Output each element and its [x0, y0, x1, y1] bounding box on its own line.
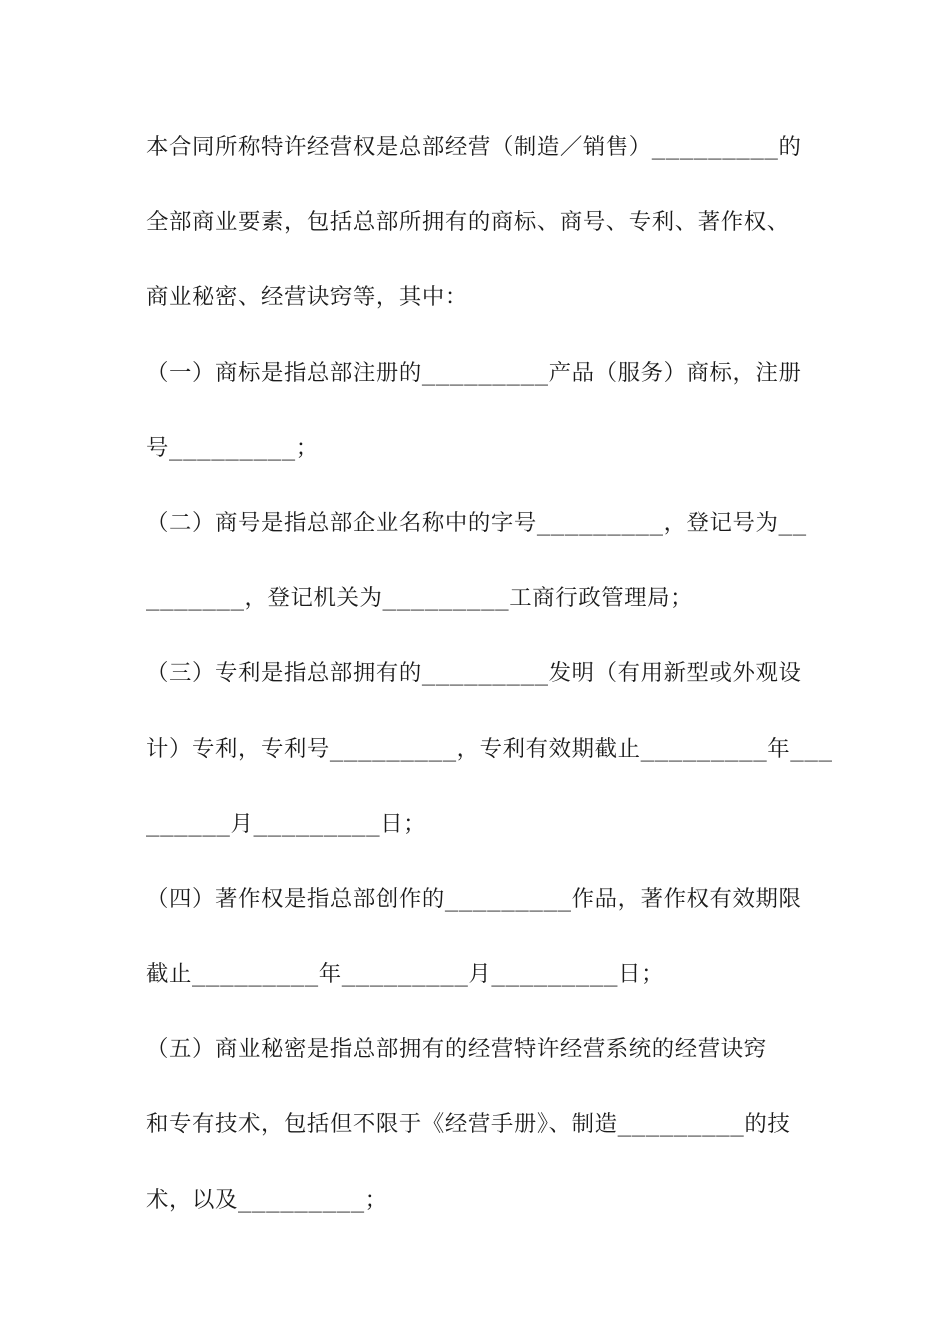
text-line-4: （一）商标是指总部注册的_________产品（服务）商标，注册: [146, 359, 802, 386]
text-line-13: （五）商业秘密是指总部拥有的经营特许经营系统的经营诀窍: [146, 1036, 767, 1063]
text-line-1: 本合同所称特许经营权是总部经营（制造／销售）_________的: [146, 134, 802, 160]
text-line-10: ______月_________日；: [146, 810, 427, 837]
text-line-9: 计）专利，专利号_________，专利有效期截止_________年___: [146, 735, 833, 762]
text-line-14: 和专有技术，包括但不限于《经营手册》、制造_________的技: [146, 1111, 791, 1138]
text-line-6: （二）商号是指总部企业名称中的字号_________，登记号为__: [146, 509, 807, 536]
text-line-11: （四）著作权是指总部创作的_________作品，著作权有效期限: [146, 885, 802, 912]
text-line-12: 截止_________年_________月_________日；: [146, 961, 665, 988]
text-line-5: 号_________；: [146, 434, 319, 461]
text-line-15: 术，以及_________；: [146, 1186, 388, 1213]
text-line-2: 全部商业要素，包括总部所拥有的商标、商号、专利、著作权、: [146, 209, 790, 236]
contract-body: [146, 129, 833, 1257]
text-line-7: _______，登记机关为_________工商行政管理局；: [146, 585, 694, 612]
text-line-3: 商业秘密、经营诀窍等，其中：: [146, 284, 468, 311]
text-line-8: （三）专利是指总部拥有的_________发明（有用新型或外观设: [146, 660, 802, 687]
